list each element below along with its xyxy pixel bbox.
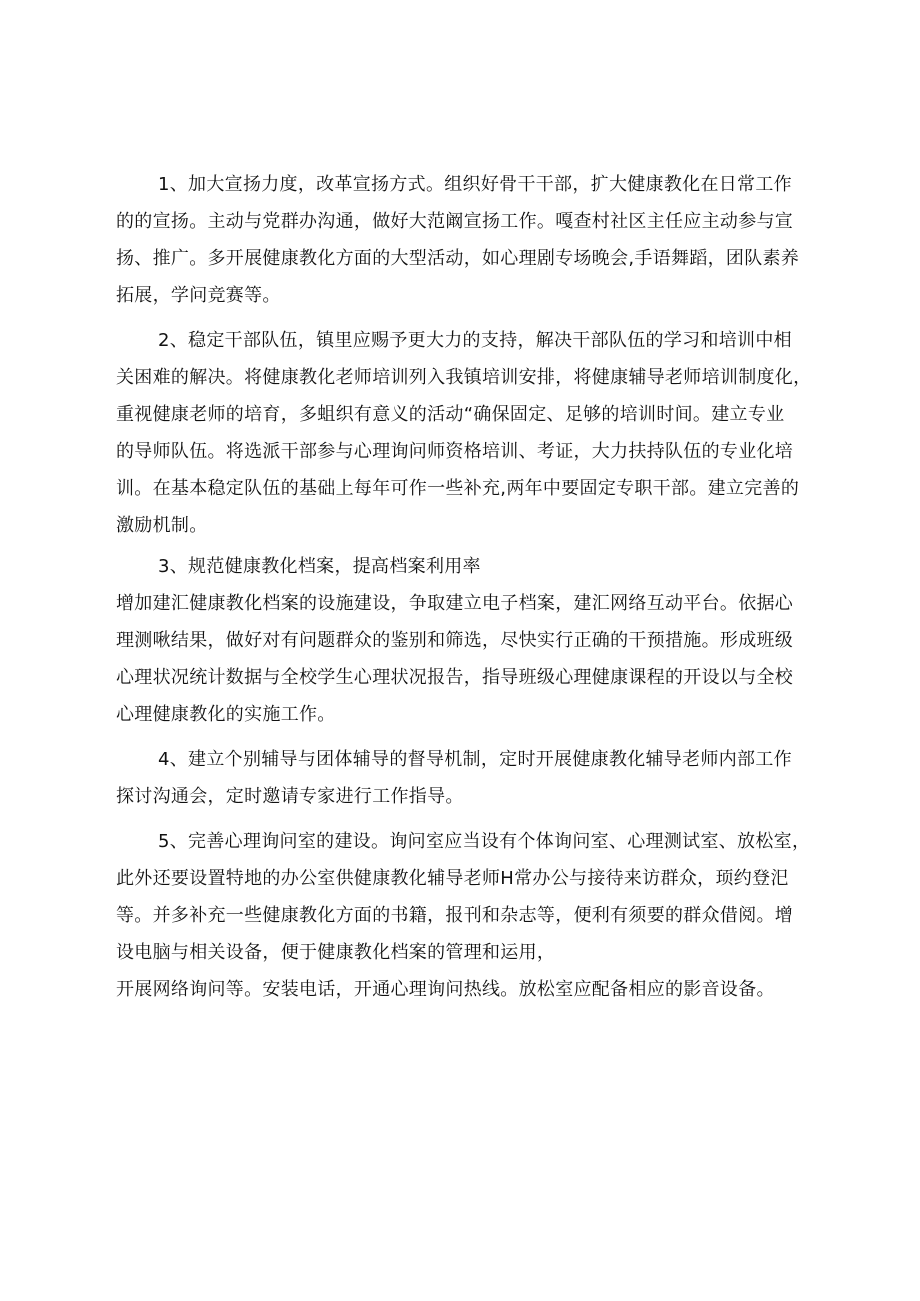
text-line: 关困难的解决。将健康教化老师培训列入我镇培训安排，将健康辅导老师培训制度化， [116,367,812,388]
text-line: 开展网络询问等。安装电话，开通心理询问热线。放松室应配备相应的影音设备。 [116,979,775,1000]
text-line: 心理健康教化的实施工作。 [116,704,336,725]
text-line: 激励机制。 [116,515,208,536]
text-line: 等。并多补充一些健康教化方面的书籍，报刊和杂志等，便利有须要的群众借阅。增 [116,905,794,926]
text-line: 的导师队伍。将选派干部参与心理询问师资格培训、考证，大力扶持队伍的专业化培 [116,441,794,462]
text-line: 增加建汇健康教化档案的设施建设，争取建立电子档案，建汇网络互动平台。依据心 [116,593,794,614]
text-line: 心理状况统计数据与全校学生心理状况报告，指导班级心理健康课程的开设以与全校 [116,667,794,688]
text-line: 理测啾结果，做好对有问题群众的鉴别和筛选，尽快实行正确的干预措施。形成班级 [116,630,794,651]
text-line: 2、稳定干部队伍，镇里应赐予更大力的支持，解决干部队伍的学习和培训中相 [158,330,792,351]
text-line: 训。在基本稳定队伍的基础上每年可作一些补充,两年中要固定专职干部。建立完善的 [116,478,800,499]
text-line: 的的宣扬。主动与党群办沟通，做好大范阚宣扬工作。嘎查村社区主任应主动参与宣 [116,211,794,232]
text-line: 重视健康老师的培育，多蛆织有意义的活动“确保固定、足够的培训时间。建立专业 [116,404,785,425]
text-line: 设电脑与相关设备，便于健康教化档案的管理和运用， [116,942,556,963]
text-line: 4、建立个别辅导与团体辅导的督导机制，定时开展健康教化辅导老师内部工作 [158,749,792,770]
text-line: 1、加大宣扬力度，改革宣扬方式。组织好骨干干部，扩大健康教化在日常工作 [158,174,792,195]
text-line: 5、完善心理询问室的建设。询问室应当设有个体询问室、心理测试室、放松室， [158,831,811,852]
text-line: 此外还要设置特地的办公室供健康教化辅导老师H常办公与接待来访群众，顼约登汜 [116,868,789,889]
text-line: 探讨沟通会，定时邀请专家进行工作指导。 [116,786,464,807]
text-line: 扬、推广。多开展健康教化方面的大型活动，如心理剧专场晚会,手语舞蹈，团队素养 [116,248,800,269]
text-line: 拓展，学问竞赛等。 [116,285,281,306]
text-line: 3、规范健康教化档案，提高档案利用率 [158,556,481,577]
